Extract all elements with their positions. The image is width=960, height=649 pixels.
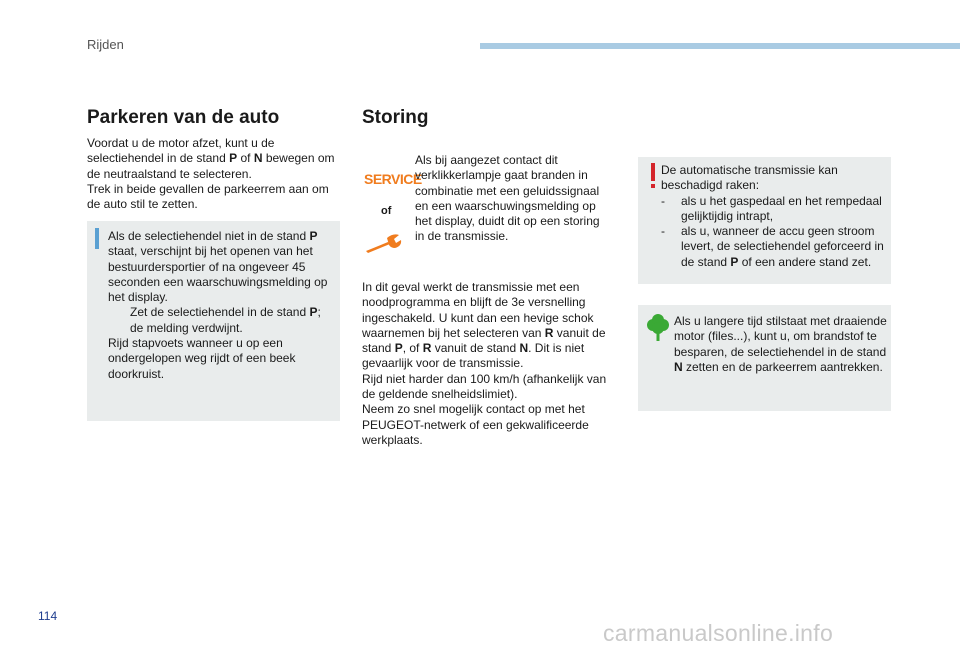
info-box-text bbox=[108, 229, 336, 382]
eco-box bbox=[638, 305, 891, 411]
of-label: of bbox=[381, 205, 392, 217]
bullet-icon bbox=[108, 305, 130, 336]
parking-intro-of: of bbox=[237, 151, 254, 166]
gear-p: P bbox=[309, 229, 318, 243]
info-box bbox=[87, 221, 340, 421]
storing-heading: Storing bbox=[362, 107, 429, 128]
exclamation-icon bbox=[650, 163, 656, 189]
indicator-text: Als bij aangezet contact dit verklikkerlampje gaat branden in combinatie met een geluidssignaal en een waarschuwingsmelding op het display, duidt dit op een storing in de transmissie. bbox=[415, 153, 600, 244]
eco-text: Als u langere tijd stilstaat met draaiende motor (files...), kunt u, om brandstof te besparen, de selectiehendel in de stand N zetten en de parkeerrem aantrekken. bbox=[674, 314, 887, 374]
gear-p: P bbox=[229, 151, 238, 166]
tree-icon bbox=[646, 314, 670, 342]
parking-heading: Parkeren van de auto bbox=[87, 107, 280, 128]
service-indicator-icon: SERVICE bbox=[364, 171, 422, 187]
info-bars-icon bbox=[95, 228, 99, 249]
info-line-2: Rijd stapvoets wanneer u op een ondergelopen weg rijdt of een beek doorkruist. bbox=[108, 336, 296, 381]
storing-main-text: In dit geval werkt de transmissie met een noodprogramma en blijft de 3e versnelling ingeschakeld. U kunt dan een hevige schok waarnemen bij het selecteren van R vanuit de stand P, of R vanuit de stand N. Dit is niet gevaarlijk voor de transmissie. Rijd niet harder dan 100 km/h (afhankelijk van de geldende snelheidslimiet). Neem zo snel mogelijk contact op met het PEUGEOT-netwerk of een gekwalificeerde werkplaats. bbox=[362, 280, 607, 447]
header-accent-bar bbox=[480, 43, 960, 49]
section-title: Rijden bbox=[87, 37, 124, 52]
parking-intro-text: Voordat u de motor afzet, kunt u de selectiehendel in de stand bbox=[87, 136, 275, 166]
parking-intro-text-2: bewegen om de neutraalstand te selecteren. bbox=[87, 151, 335, 181]
page-number: 114 bbox=[38, 609, 58, 623]
parking-intro bbox=[87, 136, 343, 212]
parking-intro-text-3: Trek in beide gevallen de parkeerrem aan om de auto stil te zetten. bbox=[87, 181, 329, 212]
info-bullet bbox=[108, 305, 336, 336]
warning-box bbox=[638, 157, 891, 284]
info-line-1-rest: staat, verschijnt bij het openen van het bestuurdersportier of na ongeveer 45 seconden een waarschuwingsmelding op het display. bbox=[108, 244, 328, 305]
watermark: carmanualsonline.info bbox=[603, 620, 834, 646]
warning-item: - als u het gaspedaal en het rempedaal gelijktijdig intrapt, bbox=[661, 193, 882, 223]
warning-text bbox=[661, 163, 889, 270]
gear-n: N bbox=[253, 151, 263, 166]
bullet-text: Zet de selectiehendel in de stand P; de melding verdwijnt. bbox=[130, 305, 321, 335]
info-line-1: Als de selectiehendel niet in de stand bbox=[108, 229, 310, 243]
wrench-icon bbox=[364, 232, 404, 259]
warning-item: - als u, wanneer de accu geen stroom levert, de selectiehendel geforceerd in de stand P of een andere stand zet. bbox=[661, 224, 884, 269]
warning-intro: De automatische transmissie kan beschadigd raken: bbox=[661, 163, 838, 193]
